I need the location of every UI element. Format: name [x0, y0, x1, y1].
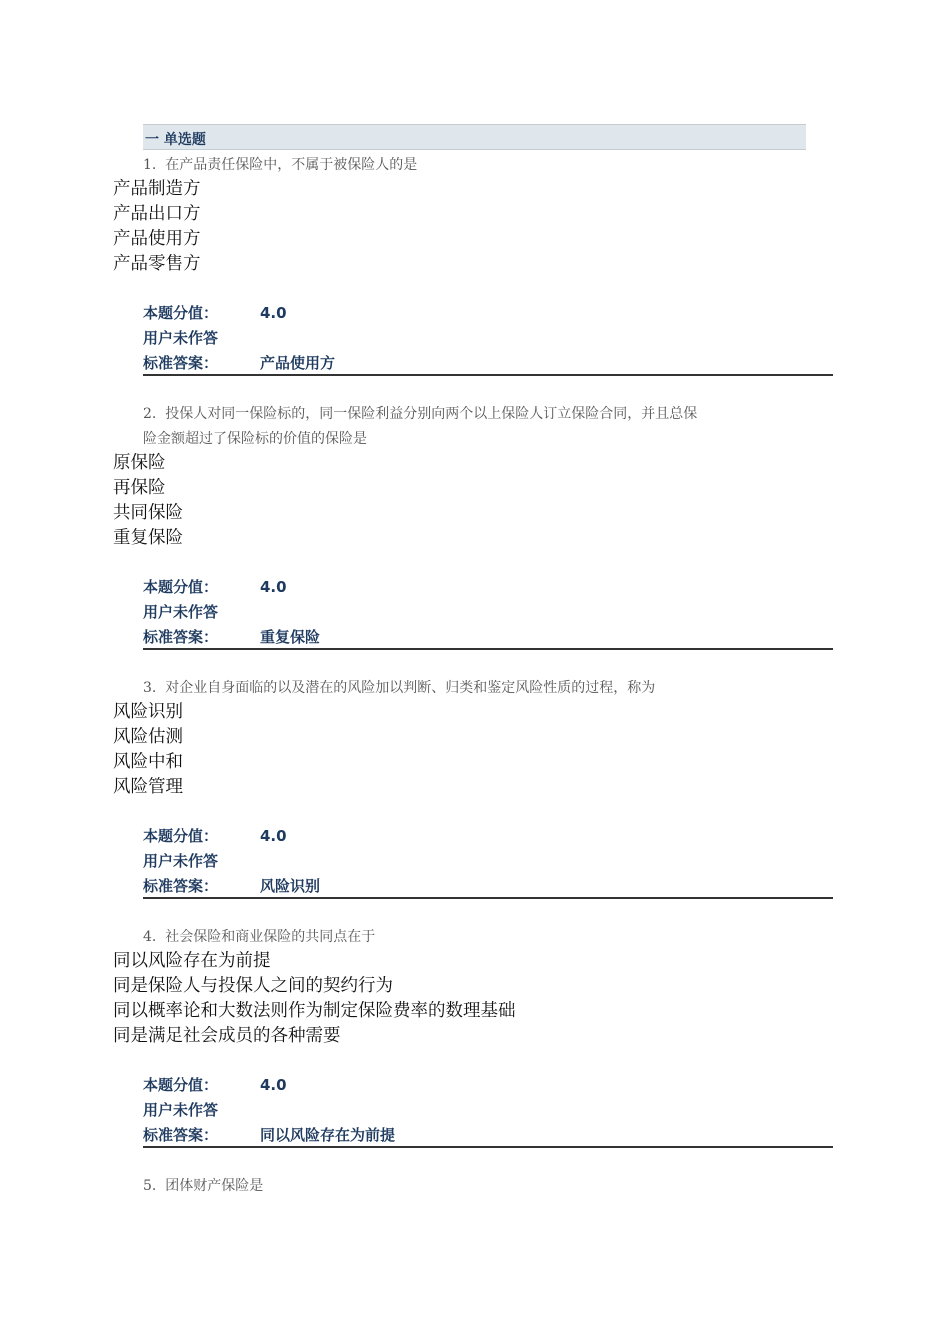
question-text-line2: 险金额超过了保险标的价值的保险是 [143, 431, 367, 447]
question-2 [143, 402, 813, 452]
question-5 [143, 1174, 813, 1199]
option[interactable]: 产品出口方 [113, 204, 201, 224]
score-value: 4.0 [260, 1076, 287, 1094]
question-4 [143, 925, 813, 950]
option[interactable]: 风险管理 [113, 777, 183, 797]
answer-label: 标准答案： [143, 628, 219, 646]
option[interactable]: 重复保险 [113, 528, 183, 548]
answer-label: 标准答案： [143, 1126, 219, 1144]
question-3 [143, 676, 813, 701]
answer-value: 重复保险 [260, 628, 321, 646]
score-value: 4.0 [260, 827, 287, 845]
question-2-result [143, 575, 833, 650]
option[interactable]: 风险中和 [113, 752, 183, 772]
unanswered-status: 用户未作答 [143, 1101, 219, 1119]
answer-value: 同以风险存在为前提 [260, 1126, 396, 1144]
question-3-options [113, 700, 183, 800]
option[interactable]: 同是保险人与投保人之间的契约行为 [113, 976, 393, 996]
question-text-line1: 投保人对同一保险标的，同一保险利益分别向两个以上保险人订立保险合同，并且总保 [165, 406, 698, 422]
score-label: 本题分值： [143, 578, 219, 596]
unanswered-status: 用户未作答 [143, 603, 219, 621]
answer-label: 标准答案： [143, 354, 219, 372]
option[interactable]: 再保险 [113, 478, 166, 498]
option[interactable]: 产品使用方 [113, 229, 201, 249]
question-1 [143, 153, 813, 178]
option[interactable]: 风险估测 [113, 727, 183, 747]
unanswered-status: 用户未作答 [143, 852, 219, 870]
option[interactable]: 同以风险存在为前提 [113, 951, 271, 971]
option[interactable]: 同是满足社会成员的各种需要 [113, 1026, 341, 1046]
score-value: 4.0 [260, 578, 287, 596]
section-title: 一 单选题 [145, 132, 206, 148]
question-2-options [113, 451, 183, 551]
section-header [143, 124, 806, 150]
question-1-options [113, 177, 201, 277]
score-label: 本题分值： [143, 827, 219, 845]
option[interactable]: 产品零售方 [113, 254, 201, 274]
question-text: 社会保险和商业保险的共同点在于 [165, 929, 376, 945]
score-label: 本题分值： [143, 304, 219, 322]
question-1-result [143, 301, 833, 376]
score-value: 4.0 [260, 304, 287, 322]
question-number: 5. [143, 1178, 157, 1194]
option[interactable]: 同以概率论和大数法则作为制定保险费率的数理基础 [113, 1001, 516, 1021]
question-4-result [143, 1073, 833, 1148]
question-text: 在产品责任保险中，不属于被保险人的是 [165, 157, 418, 173]
question-3-result [143, 824, 833, 899]
option[interactable]: 风险识别 [113, 702, 183, 722]
score-label: 本题分值： [143, 1076, 219, 1094]
question-number: 2. [143, 406, 157, 422]
question-text: 团体财产保险是 [165, 1178, 264, 1194]
option[interactable]: 共同保险 [113, 503, 183, 523]
question-number: 3. [143, 680, 157, 696]
unanswered-status: 用户未作答 [143, 329, 219, 347]
answer-label: 标准答案： [143, 877, 219, 895]
question-4-options [113, 949, 516, 1049]
question-number: 4. [143, 929, 157, 945]
question-number: 1. [143, 157, 157, 173]
option[interactable]: 原保险 [113, 453, 166, 473]
option[interactable]: 产品制造方 [113, 179, 201, 199]
answer-value: 风险识别 [260, 877, 321, 895]
question-text: 对企业自身面临的以及潜在的风险加以判断、归类和鉴定风险性质的过程，称为 [165, 680, 656, 696]
answer-value: 产品使用方 [260, 354, 336, 372]
